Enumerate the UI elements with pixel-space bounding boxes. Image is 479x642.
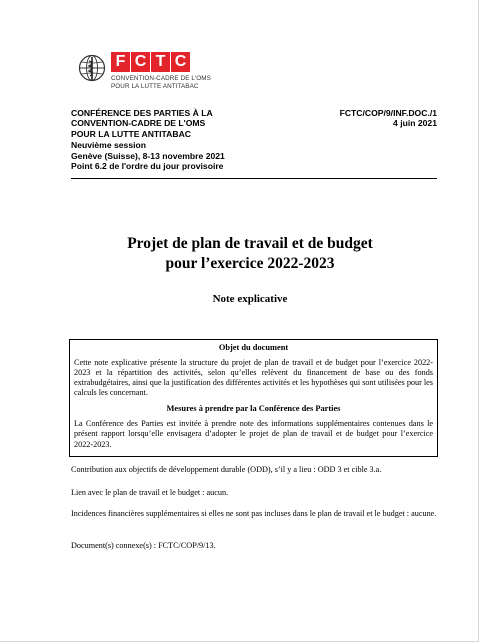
session-place-date: Genève (Suisse), 8-13 novembre 2021: [71, 150, 225, 161]
sdg-contribution: Contribution aux objectifs de développement durable (ODD), s’il y a lieu : ODD 3 et cible 3.a.: [71, 465, 382, 474]
document-subtitle: Note explicative: [212, 293, 288, 305]
session-name: Neuvième session: [71, 140, 146, 151]
conference-name: CONFÉRENCE DES PARTIES À LA CONVENTION-CADRE DE L'OMS POUR LA LUTTE ANTITABAC: [71, 108, 213, 139]
document-title: Projet de plan de travail et de budget pour l’exercice 2022-2023: [127, 235, 373, 272]
box-text-actions: La Conférence des Parties est invitée à prendre note des informations supplémentaires contenues dans le présent rapport lorsqu’elle envisagera d’adopter le projet de plan de travail et de budget pour l’exercice 2022-2023.: [74, 419, 433, 449]
box-text-purpose: Cette note explicative présente la structure du projet de plan de travail et de budget pour l’exercice 2022-2023 et la répartition des activités, selon qu’elles relèvent du financement de base ou des fonds extrabudgétaires, ainsi que la justification des différentes activités et les hypothèses qui sont utilisées pour les calculs les concernant.: [74, 358, 433, 398]
logo-letter-c: C: [131, 52, 150, 72]
related-documents: Document(s) connexe(s) : FCTC/COP/9/13.: [71, 541, 216, 550]
agenda-item: Point 6.2 de l'ordre du jour provisoire: [71, 161, 224, 172]
logo-letter-t: T: [151, 52, 170, 72]
document-reference: [340, 108, 437, 129]
workplan-link: Lien avec le plan de travail et le budget : aucun.: [71, 488, 229, 497]
logo-subtitle: CONVENTION-CADRE DE L'OMS POUR LA LUTTE ANTITABAC: [111, 75, 211, 90]
doc-ref-code: FCTC/COP/9/INF.DOC./1: [339, 108, 437, 118]
conference-header: [71, 108, 261, 171]
logo-letter-c2: C: [171, 52, 190, 72]
doc-date: 4 juin 2021: [393, 118, 437, 129]
box-heading-actions: Mesures à prendre par la Conférence des Parties: [166, 404, 341, 414]
header-divider: [71, 178, 437, 179]
box-heading-purpose: Objet du document: [218, 343, 289, 352]
logo-letter-f: F: [111, 52, 130, 72]
session-info: [71, 140, 261, 171]
fctc-logo: [78, 52, 211, 96]
financial-implications: Incidences financières supplémentaires si elles ne sont pas incluses dans le plan de travail et le budget : aucune.: [71, 509, 437, 518]
who-emblem-icon: [78, 54, 106, 82]
summary-box: [69, 339, 438, 457]
